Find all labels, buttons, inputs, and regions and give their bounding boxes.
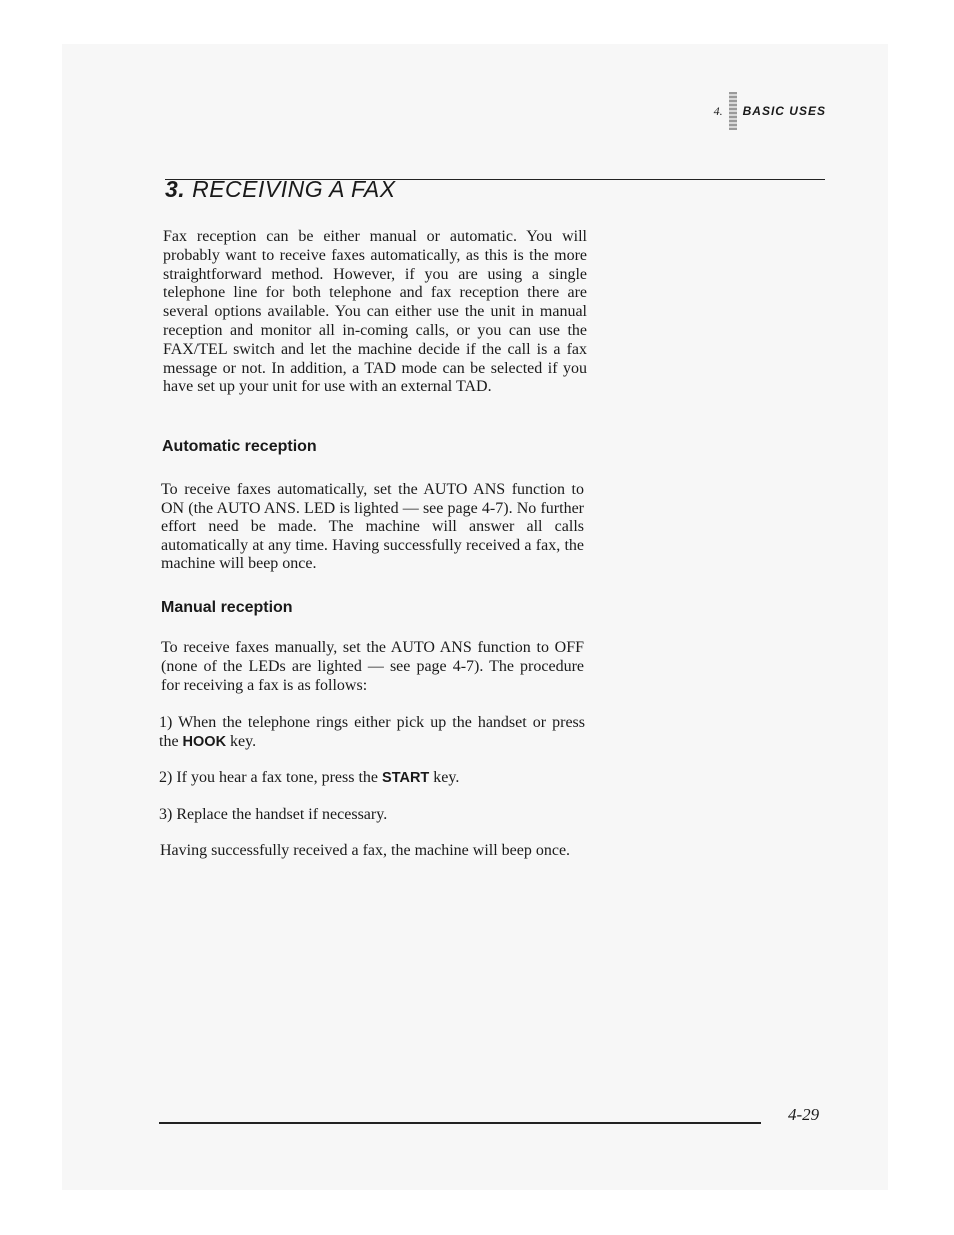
running-header: [714, 92, 826, 130]
closing-paragraph: Having successfully received a fax, the machine will beep once.: [160, 842, 571, 859]
step-3: [159, 805, 585, 824]
step-1: [159, 713, 585, 752]
chapter-tab-marker: [729, 92, 737, 130]
chapter-number: 4.: [713, 103, 723, 118]
page-number: 4-29: [788, 1105, 820, 1124]
manual-reception-heading: Manual reception: [161, 599, 293, 616]
hook-key-label: HOOK: [182, 734, 227, 750]
step-1-text: When the telephone rings either pick up the handset or press the: [159, 714, 585, 750]
bottom-rule: [159, 1122, 761, 1124]
step-3-text: Replace the handset if necessary.: [176, 806, 388, 823]
step-2: [159, 768, 585, 788]
step-2-number: 2): [159, 769, 173, 786]
step-1-number: 1): [159, 714, 173, 731]
intro-paragraph: Fax reception can be either manual or automatic. You will probably want to receive faxes automatically, as this is the more straightforward method. However, if you are using a single telephone line for both telephone and fax reception there are several options available. You can either use the unit in manual reception and monitor all in-coming calls, or you can use the FAX/TEL switch and let the machine decide if the call is a fax message or not. In addition, a TAD mode can be selected if you have set up your unit for use with an external TAD.: [163, 228, 587, 396]
page-background: [62, 44, 888, 1190]
step-2-text-end: key.: [433, 769, 460, 786]
manual-reception-paragraph: To receive faxes manually, set the AUTO ANS function to OFF (none of the LEDs are lighted — see page 4-7). The procedure for receiving a fax is as follows:: [161, 639, 584, 694]
section-name: BASIC USES: [742, 104, 826, 118]
automatic-reception-paragraph: To receive faxes automatically, set the AUTO ANS function to ON (the AUTO ANS. LED is lighted — see page 4-7). No further effort need be made. The machine will answer all calls automatically at any time. Having successfully received a fax, the machine will beep once.: [161, 481, 584, 572]
automatic-reception-heading: Automatic reception: [162, 438, 317, 455]
page-title: [165, 176, 396, 203]
step-2-text: If you hear a fax tone, press the: [176, 769, 379, 786]
title-text: RECEIVING A FAX: [192, 176, 396, 202]
start-key-label: START: [382, 770, 430, 786]
title-number: 3.: [165, 176, 186, 202]
step-1-text-end: key.: [230, 733, 257, 750]
step-3-number: 3): [159, 806, 173, 823]
